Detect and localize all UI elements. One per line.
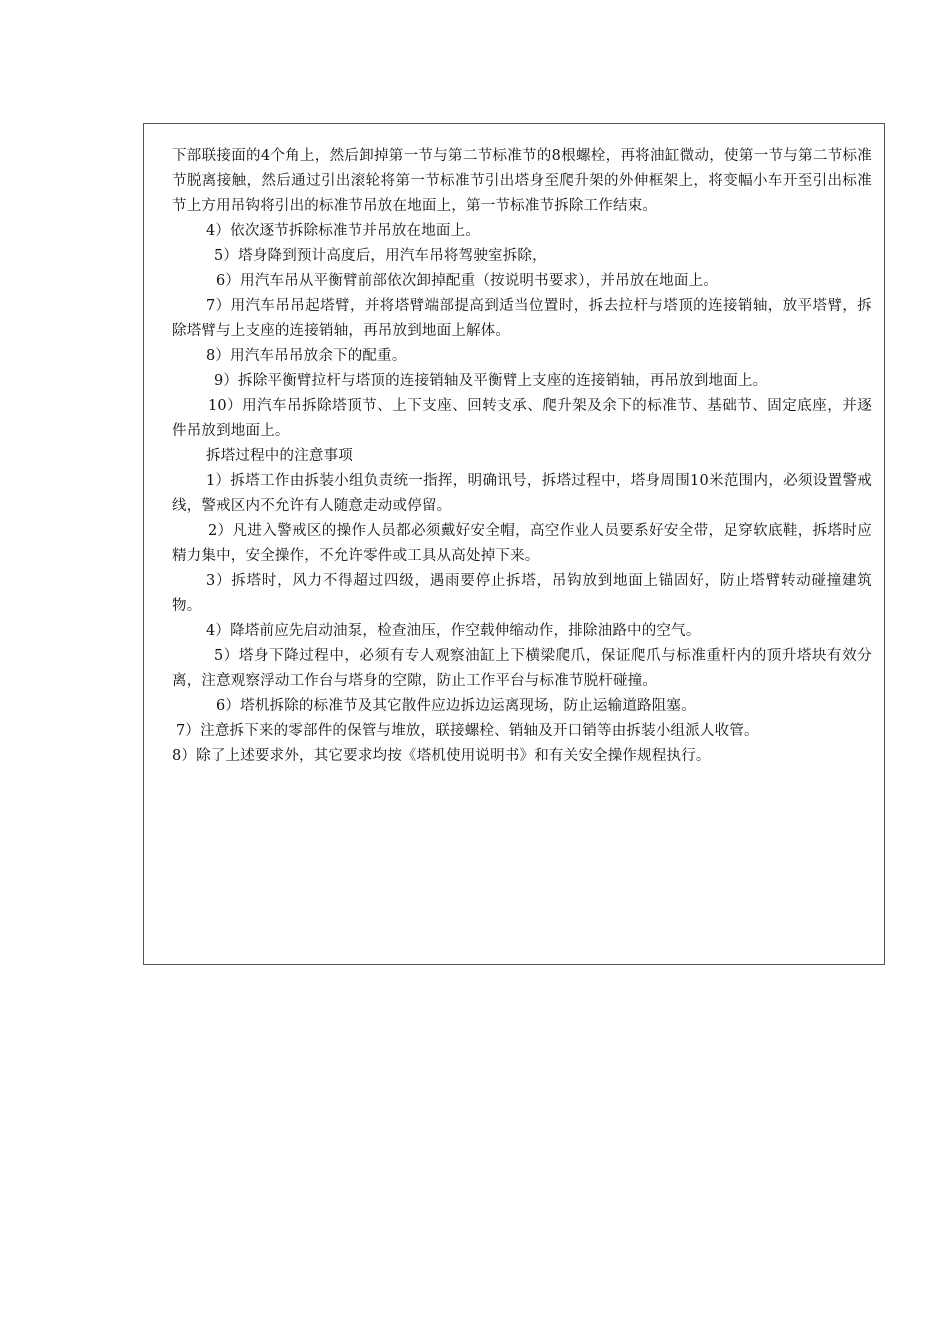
paragraph-precaution-7: 7）注意拆下来的零部件的保管与堆放，联接螺栓、销轴及开口销等由拆装小组派人收管。	[176, 723, 759, 739]
paragraph-precaution-8: 8）除了上述要求外，其它要求均按《塔机使用说明书》和有关安全操作规程执行。	[172, 748, 711, 764]
document-frame	[143, 123, 885, 965]
paragraph-precaution-4: 4）降塔前应先启动油泵，检查油压，作空载伸缩动作，排除油路中的空气。	[206, 623, 701, 639]
document-body	[172, 144, 872, 769]
paragraph-step-5: 5）塔身降到预计高度后，用汽车吊将驾驶室拆除，	[214, 248, 547, 264]
paragraph-precaution-5: 5）塔身下降过程中，必须有专人观察油缸上下横梁爬爪，保证爬爪与标准重杆内的顶升塔块有效分离，注意观察浮动工作台与塔身的空隙，防止工作平台与标准节脱杆碰撞。	[172, 648, 872, 689]
paragraph-step-4: 4）依次逐节拆除标准节并吊放在地面上。	[206, 223, 481, 239]
paragraph-precaution-6: 6）塔机拆除的标准节及其它散件应边拆边运离现场，防止运输道路阻塞。	[216, 698, 696, 714]
paragraph-step-10: 10）用汽车吊拆除塔顶节、上下支座、回转支承、爬升架及余下的标准节、基础节、固定底座，并逐件吊放到地面上。	[172, 398, 872, 439]
paragraph-step-7: 7）用汽车吊吊起塔臂，并将塔臂端部提高到适当位置时，拆去拉杆与塔顶的连接销轴，放平塔臂，拆除塔臂与上支座的连接销轴，再吊放到地面上解体。	[172, 298, 872, 339]
paragraph-precaution-2: 2）凡进入警戒区的操作人员都必须戴好安全帽，高空作业人员要系好安全带，足穿软底鞋，拆塔时应精力集中，安全操作，不允许零件或工具从高处掉下来。	[172, 523, 872, 564]
paragraph-precaution-1: 1）拆塔工作由拆装小组负责统一指挥，明确讯号，拆塔过程中，塔身周围10米范围内，必须设置警戒线，警戒区内不允许有人随意走动或停留。	[172, 473, 872, 514]
paragraph-step-9: 9）拆除平衡臂拉杆与塔顶的连接销轴及平衡臂上支座的连接销轴，再吊放到地面上。	[214, 373, 768, 389]
paragraph-tower-section-removal: 下部联接面的4个角上，然后卸掉第一节与第二节标准节的8根螺栓，再将油缸微动，使第一节与第二节标准节脱离接触，然后通过引出滚轮将第一节标准节引出塔身至爬升架的外伸框架上，将变幅小车开至引出标准节上方用吊钩将引出的标准节吊放在地面上，第一节标准节拆除工作结束。	[172, 148, 872, 214]
paragraph-precaution-3: 3）拆塔时，风力不得超过四级，遇雨要停止拆塔，吊钩放到地面上锚固好，防止塔臂转动碰撞建筑物。	[172, 573, 872, 614]
paragraph-step-6: 6）用汽车吊从平衡臂前部依次卸掉配重（按说明书要求），并吊放在地面上。	[216, 273, 718, 289]
section-heading-precautions: 拆塔过程中的注意事项	[206, 448, 353, 464]
paragraph-step-8: 8）用汽车吊吊放余下的配重。	[206, 348, 407, 364]
